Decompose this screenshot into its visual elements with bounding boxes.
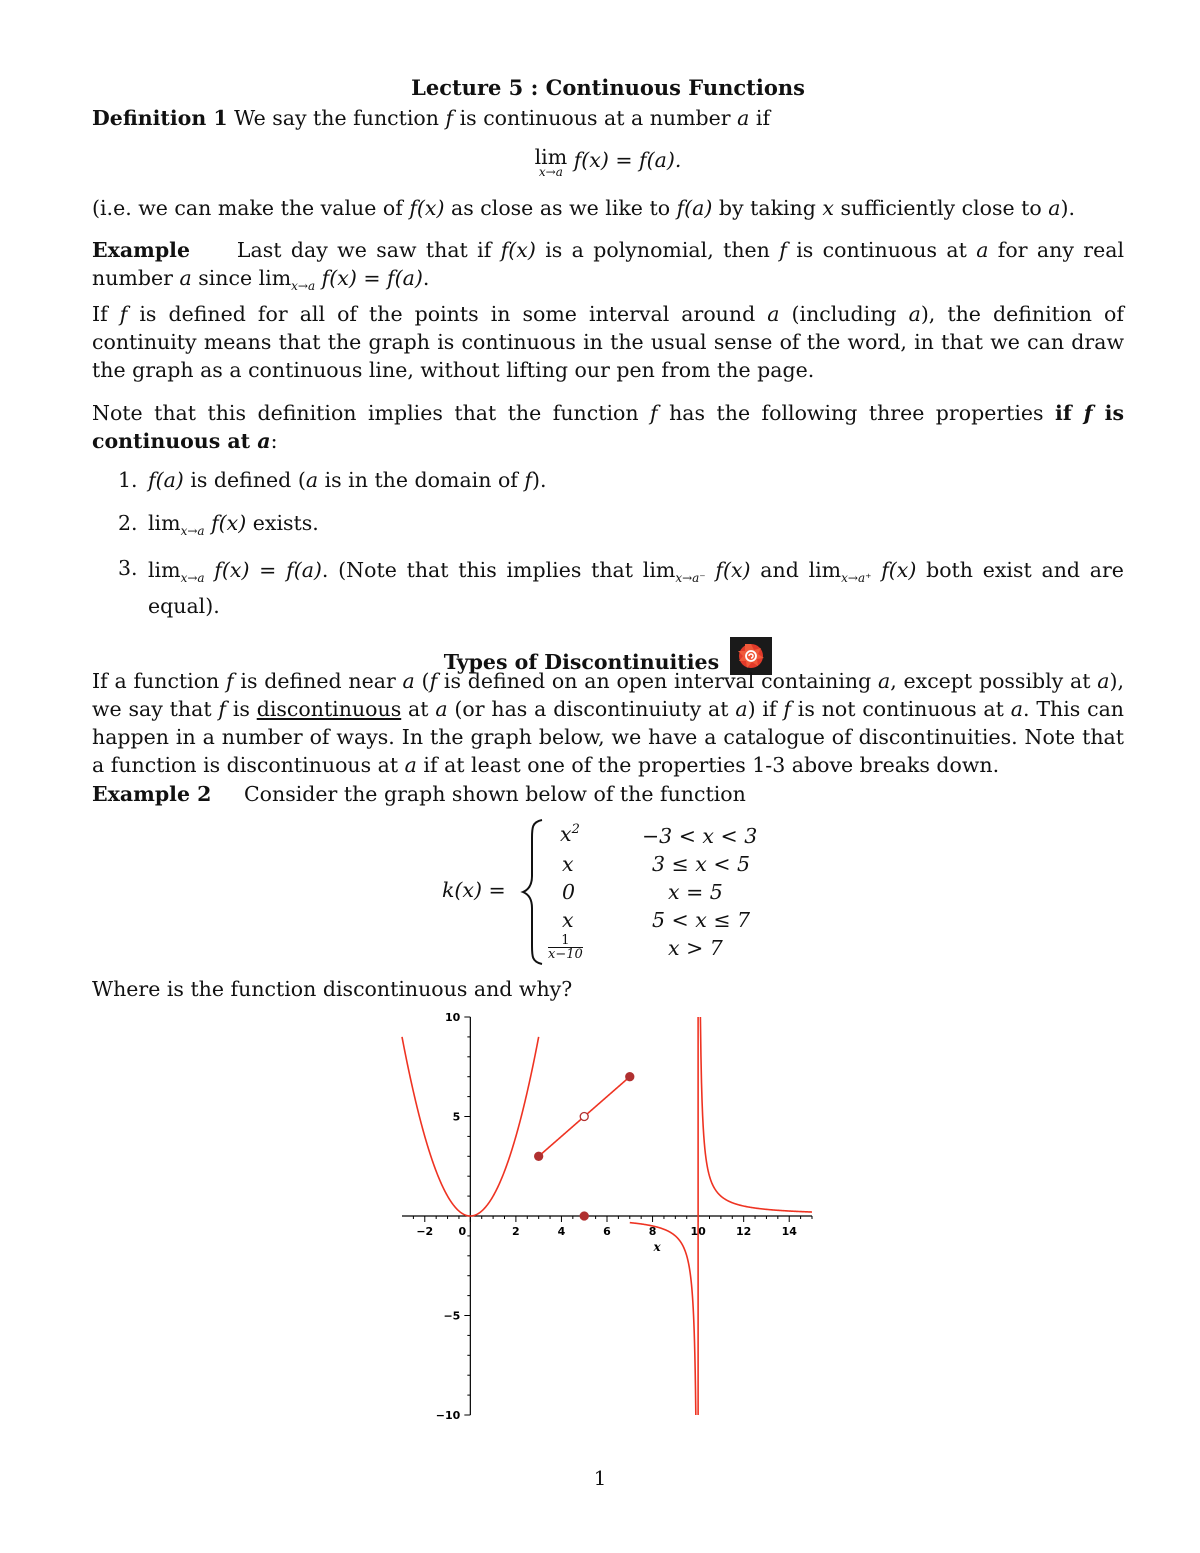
- x-tick-label: 6: [603, 1225, 611, 1238]
- left-brace: [520, 818, 546, 966]
- x-tick-label: 14: [781, 1225, 797, 1238]
- definition-1: Definition 1 We say the function f is continuous at a number a if: [92, 106, 771, 130]
- x-tick-label: −2: [416, 1225, 434, 1238]
- page-title: Lecture 5 : Continuous Functions: [411, 75, 805, 100]
- paragraph-note: Note that this definition implies that the function f has the following three properties if f is continuous at a:: [92, 401, 1124, 453]
- open-point: [580, 1113, 588, 1121]
- x-tick-label: 8: [648, 1225, 657, 1238]
- filled-point: [626, 1073, 634, 1081]
- series-reciprocal-right: [700, 1017, 812, 1212]
- section-heading: Types of Discontinuities: [92, 637, 1124, 675]
- filled-point: [580, 1212, 588, 1220]
- function-graph: [380, 1005, 830, 1425]
- definition-formula: lim x→a f(x) = f(a).: [534, 145, 682, 179]
- limit-operator: lim x→a: [534, 145, 568, 179]
- piecewise-function: k(x) = $x^2$ x 0 x $\frac{1}{x-10}$ −3 < x < 3 3 ≤ x < 5 x = 5 5 < x ≤ 7 x > 7: [92, 818, 1124, 968]
- example-2: Example 2 Consider the graph shown below of the function: [92, 782, 746, 806]
- x-tick-label: 0: [458, 1225, 467, 1238]
- example-2-label: Example 2: [92, 782, 212, 806]
- example-1: Example Last day we saw that if f(x) is a polynomial, then f is continuous at a for any real number a since $\lim_{x\to a} f(x) = f(a)$.: [92, 238, 1124, 294]
- x-tick-label: 12: [736, 1225, 752, 1238]
- y-tick-label: −10: [435, 1409, 461, 1422]
- y-tick-label: 10: [445, 1011, 461, 1024]
- example-label: Example: [92, 238, 190, 262]
- fraction: $\frac{1}{x-10}$: [548, 933, 583, 962]
- x-axis-label: x: [653, 1240, 661, 1254]
- paragraph-types: If a function f is defined near a (f is defined on an open interval containing a, except possibly at a), we say that f is discontinuous at a (or has a discontinuiuty at a) if f is not continuous at a. This can happen in a number of ways. In the graph below, we have a catalogue of discontinuities. Note that a function is discontinuous at a if at least one of the properties 1-3 above breaks down.: [92, 669, 1125, 777]
- y-tick-label: 5: [452, 1110, 461, 1124]
- paragraph-interval: If f is defined for all of the points in some interval around a (including a), the definition of continuity means that the graph is continuous in the usual sense of the word, in that we can draw the graph as a continuous line, without lifting our pen from the page.: [92, 302, 1124, 382]
- y-tick-label: −5: [443, 1309, 461, 1323]
- x-tick-label: 2: [512, 1225, 520, 1238]
- question: Where is the function discontinuous and why?: [92, 977, 573, 1001]
- x-tick-label: 10: [690, 1225, 706, 1238]
- x-tick-label: 4: [557, 1225, 566, 1238]
- definition-label: Definition 1: [92, 106, 228, 130]
- series-reciprocal-left: [630, 1223, 696, 1415]
- page-number: 1: [593, 1466, 607, 1490]
- filled-point: [535, 1152, 543, 1160]
- ie-line: (i.e. we can make the value of f(x) as close as we like to f(a) by taking x sufficiently close to a).: [92, 196, 1075, 220]
